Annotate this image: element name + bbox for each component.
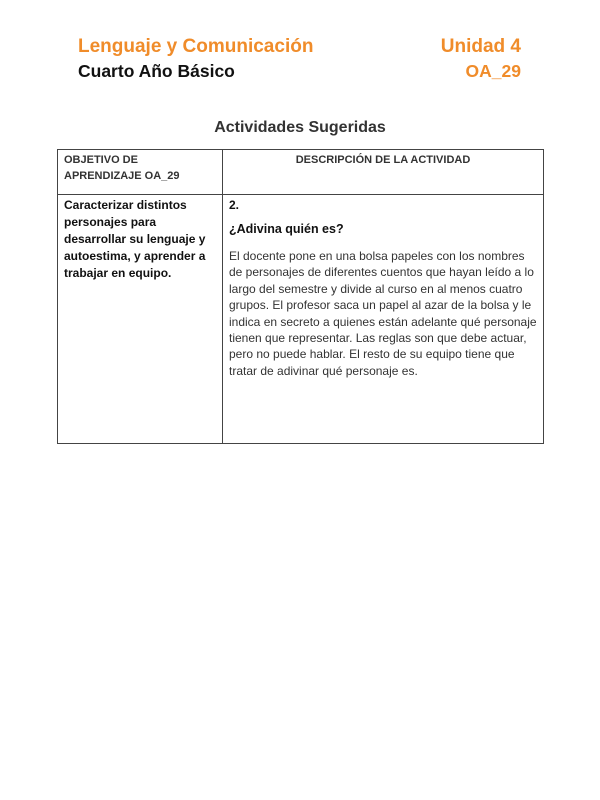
objective-column-header: OBJETIVO DE APRENDIZAJE OA_29: [58, 150, 223, 195]
activity-number: 2.: [229, 198, 240, 212]
table-row: [58, 195, 544, 444]
subject-title: Lenguaje y Comunicación: [78, 36, 314, 57]
unit-label: Unidad 4: [440, 36, 521, 57]
activity-name: ¿Adivina quién es?: [229, 222, 344, 236]
activity-description: El docente pone en una bolsa papeles con los nombres de personajes de diferentes cuentos que hayan leído a lo largo del semestre y divide al curso en al menos cuatro grupos. El profesor saca un papel al azar de la bolsa y le indica en secreto a quienes están adelante qué personaje tienen que representar. Las reglas son que debe actuar, pero no puede hablar. El resto de su equipo tiene que tratar de adivinar qué personaje es.: [229, 249, 537, 378]
table-header-row: [58, 150, 544, 195]
section-title: Actividades Sugeridas: [214, 119, 386, 136]
grade-level: Cuarto Año Básico: [78, 61, 235, 81]
description-column-header: DESCRIPCIÓN DE LA ACTIVIDAD: [223, 150, 544, 195]
objective-code: OA_29: [465, 61, 521, 81]
objective-text: Caracterizar distintos personajes para desarrollar su lenguaje y autoestima, y aprender a trabajar en equipo.: [64, 198, 206, 280]
activity-table: [57, 149, 544, 444]
objective-cell: [58, 195, 223, 444]
description-cell: [223, 195, 544, 444]
